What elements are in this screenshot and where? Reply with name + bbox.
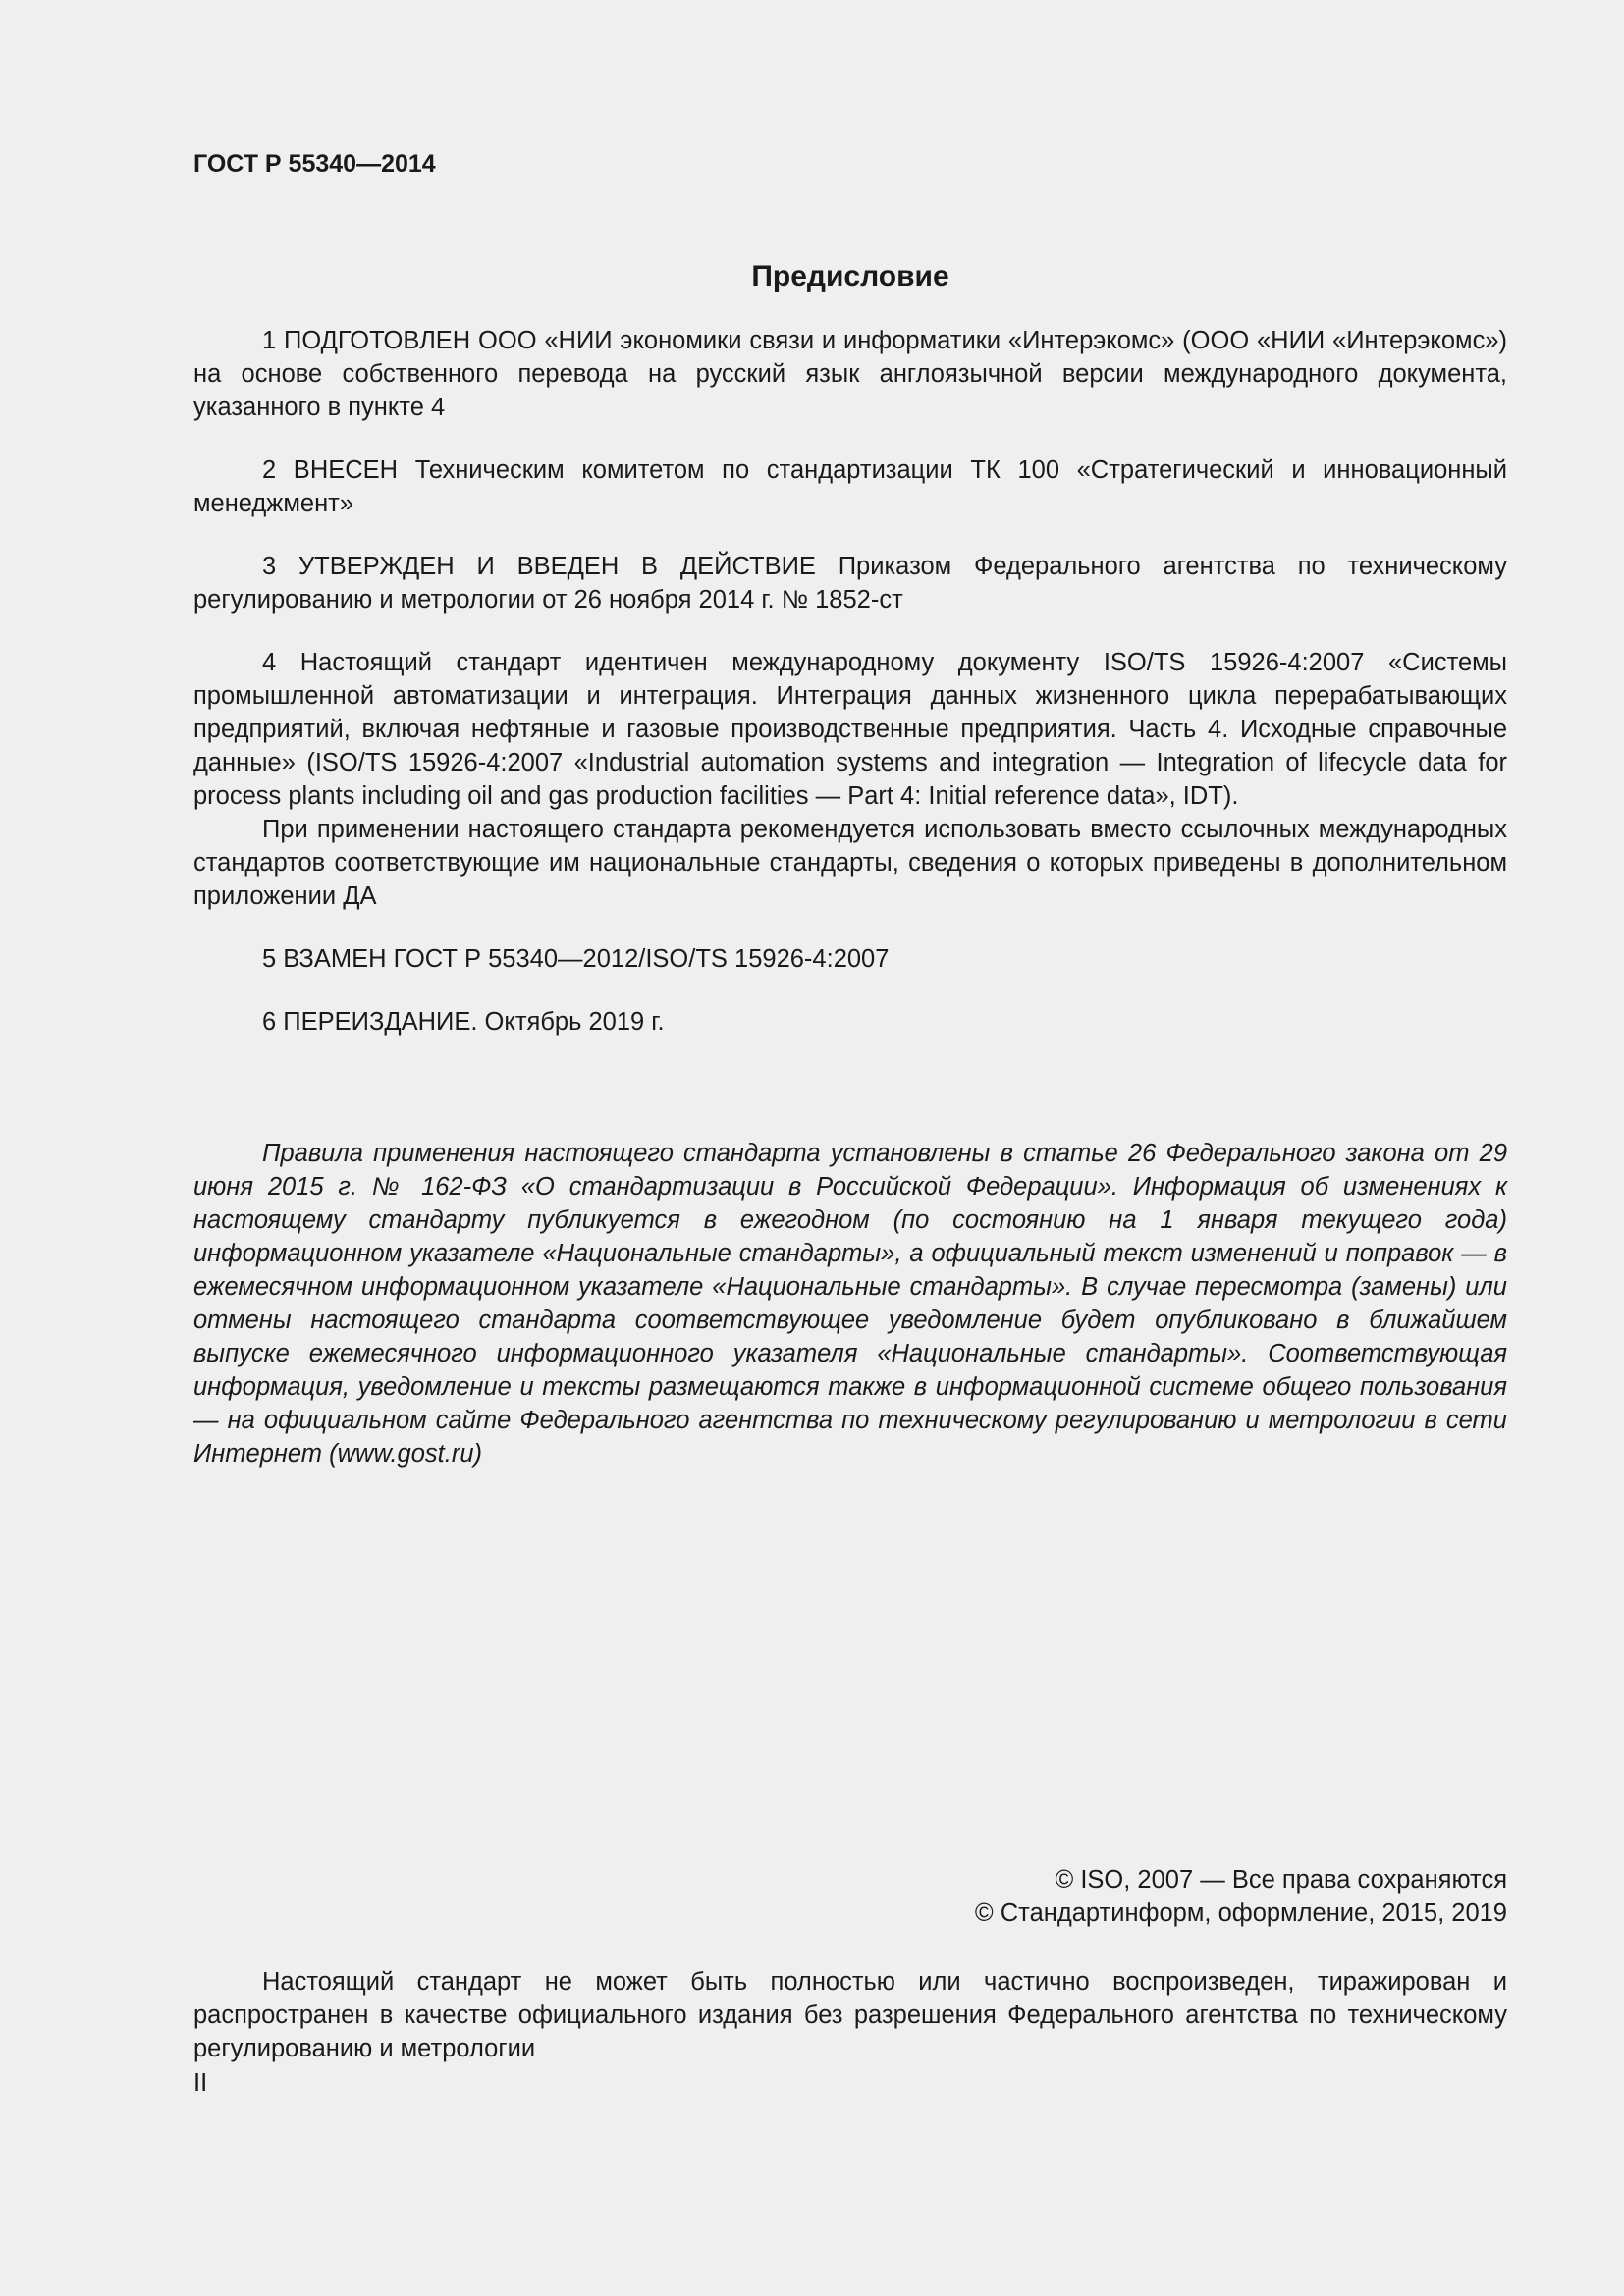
document-code: ГОСТ Р 55340—2014	[193, 150, 436, 178]
foreword-item-3: 3 УТВЕРЖДЕН И ВВЕДЕН В ДЕЙСТВИЕ Приказом Федерального агентства по техническому регулированию и метрологии от 26 ноября 2014 г. № 1852-ст	[193, 553, 1507, 614]
copyright-iso: © ISO, 2007 — Все права сохраняются	[1055, 1866, 1507, 1894]
copyright-block	[975, 1863, 1507, 1930]
rules-notice: Правила применения настоящего стандарта установлены в статье 26 Федерального закона от 29 июня 2015 г. № 162-ФЗ «О стандартизации в Российской Федерации». Информация об изменениях к настоящему стандарту публикуется в ежегодном (по состоянию на 1 января текущего года) информационном указателе «Национальные стандарты», а официальный текст изменений и поправок — в ежемесячном информационном указателе «Национальные стандарты». В случае пересмотра (замены) или отмены настоящего стандарта соответствующее уведомление будет опубликовано в ближайшем выпуске ежемесячного информационного указателя «Национальные стандарты». Соответствующая информация, уведомление и тексты размещаются также в информационной системе общего пользования — на официальном сайте Федерального агентства по техническому регулированию и метрологии в сети Интернет (www.gost.ru)	[193, 1140, 1507, 1468]
foreword-item-2: 2 ВНЕСЕН Техническим комитетом по стандартизации ТК 100 «Стратегический и инновационный менеджмент»	[193, 456, 1507, 517]
foreword-item-4: 4 Настоящий стандарт идентичен международному документу ISO/TS 15926-4:2007 «Системы промышленной автоматизации и интеграция. Интеграция данных жизненного цикла перерабатывающих предприятий, включая нефтяные и газовые производственные предприятия. Часть 4. Исходные справочные данные» (ISO/TS 15926-4:2007 «Industrial automation systems and integration — Integration of lifecycle data for process plants including oil and gas production facilities — Part 4: Initial reference data», IDT).	[193, 649, 1507, 810]
foreword-item-5: 5 ВЗАМЕН ГОСТ Р 55340—2012/ISO/TS 15926-4:2007	[262, 945, 890, 973]
copyright-publisher: © Стандартинформ, оформление, 2015, 2019	[974, 1899, 1507, 1927]
reproduction-notice: Настоящий стандарт не может быть полностью или частично воспроизведен, тиражирован и распространен в качестве официального издания без разрешения Федерального агентства по техническому регулированию и метрологии	[193, 1968, 1507, 2062]
foreword-item-1: 1 ПОДГОТОВЛЕН ООО «НИИ экономики связи и информатики «Интерэкомс» (ООО «НИИ «Интерэкомс») на основе собственного перевода на русский язык англоязычной версии международного документа, указанного в пункте 4	[193, 327, 1507, 421]
foreword-item-4-note: При применении настоящего стандарта рекомендуется использовать вместо ссылочных международных стандартов соответствующие им национальные стандарты, сведения о которых приведены в дополнительном приложении ДА	[193, 816, 1507, 910]
page-number: II	[193, 2069, 208, 2097]
document-page	[193, 147, 1507, 2110]
foreword-item-6: 6 ПЕРЕИЗДАНИЕ. Октябрь 2019 г.	[262, 1008, 665, 1036]
page-title: Предисловие	[751, 260, 949, 293]
